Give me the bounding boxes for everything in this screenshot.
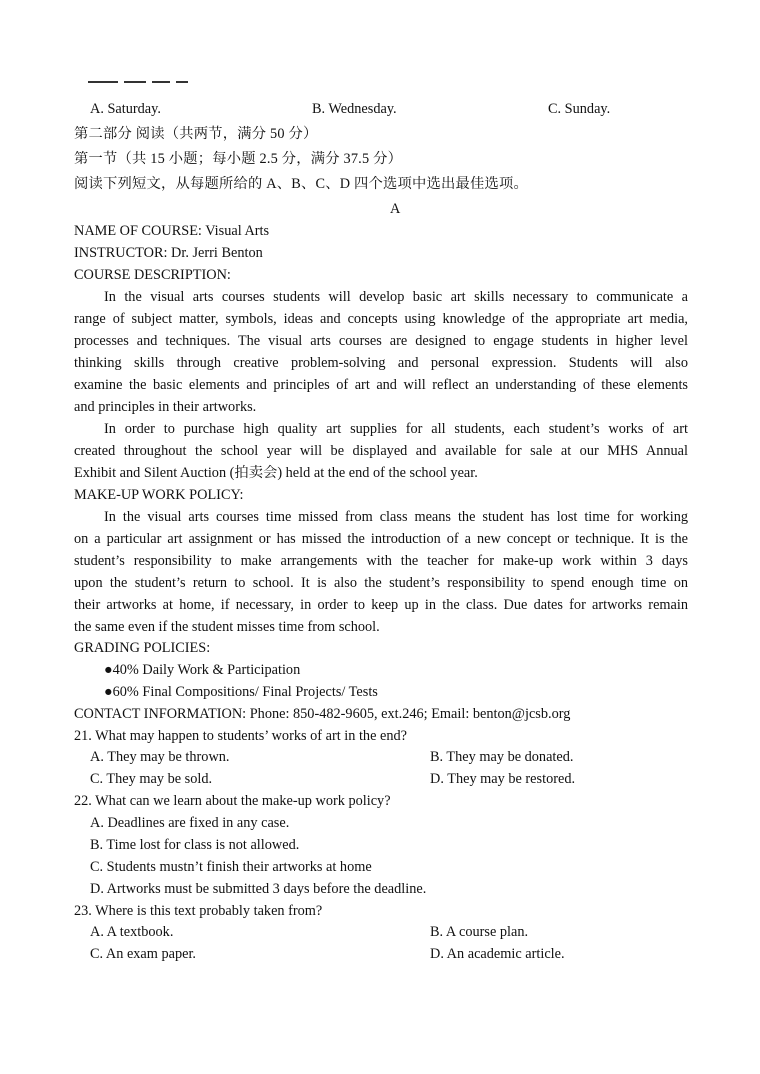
grading-item: ●60% Final Compositions/ Final Projects/ Tests [104,684,378,700]
question-stem: 22. What can we learn about the make-up work policy? [74,793,391,809]
prev-option-a: A. Saturday. [90,101,161,117]
description-heading: COURSE DESCRIPTION: [74,267,231,283]
desc-p2-line-3: Exhibit and Silent Auction (拍卖会) held at the end of the school year. [74,465,478,481]
passage-label: A [390,201,401,217]
option-b[interactable]: B. Time lost for class is not allowed. [90,837,300,853]
option-d[interactable]: D. They may be restored. [430,771,576,787]
desc-p1-line-2: range of subject matter, symbols, ideas and concepts using knowledge of the appropriate art media, [74,311,688,327]
instruction: 阅读下列短文，从每题所给的 A、B、C、D 四个选项中选出最佳选项。 [74,176,528,192]
option-c[interactable]: C. Students mustn’t finish their artworks at home [90,859,372,875]
prev-option-b: B. Wednesday. [312,101,397,117]
makeup-line-6: the same even if the student misses time from school. [74,619,380,635]
question-stem: 23. Where is this text probably taken from? [74,903,323,919]
prev-option-c: C. Sunday. [548,101,611,117]
option-b[interactable]: B. They may be donated. [430,749,574,765]
desc-p1-line-1: In the visual arts courses students will develop basic art skills necessary to communicate a [104,289,688,305]
question-stem: 21. What may happen to students’ works of art in the end? [74,728,407,744]
instructor: INSTRUCTOR: Dr. Jerri Benton [74,245,263,261]
grading-item: ●40% Daily Work & Participation [104,662,301,678]
option-b[interactable]: B. A course plan. [430,924,529,940]
makeup-line-5: their artworks at home, if necessary, in order to keep up in the class. Due dates for artworks remain [74,597,688,613]
option-c[interactable]: C. They may be sold. [90,771,213,787]
makeup-line-3: student’s responsibility to make arrangements with the teacher for make-up work within 3 days [74,553,688,569]
desc-p1-line-5: examine the basic elements and principles of art and will reflect an understanding of these elements [74,377,688,393]
contact-info: CONTACT INFORMATION: Phone: 850-482-9605, ext.246; Email: benton@jcsb.org [74,706,571,722]
desc-p1-line-4: thinking skills through creative problem-solving and personal expression. Students will also [74,355,688,371]
section-subtitle: 第一节（共 15 小题；每小题 2.5 分，满分 37.5 分） [74,151,403,167]
option-a[interactable]: A. Deadlines are fixed in any case. [90,815,290,831]
course-name: NAME OF COURSE: Visual Arts [74,223,270,239]
part-title: 第二部分 阅读（共两节，满分 50 分） [74,126,318,142]
desc-p1-line-6: and principles in their artworks. [74,399,257,415]
makeup-line-2: on a particular art assignment or has missed the introduction of a new concept or technique. It is the [74,531,688,547]
option-c[interactable]: C. An exam paper. [90,946,197,962]
option-a[interactable]: A. A textbook. [90,924,174,940]
option-d[interactable]: D. An academic article. [430,946,565,962]
makeup-line-4: upon the student’s return to school. It is also the student’s responsibility to spend enough time on [74,575,688,591]
desc-p1-line-3: processes and techniques. The visual arts courses are designed to engage students in higher level [74,333,688,349]
makeup-line-1: In the visual arts courses time missed from class means the student has lost time for working [104,509,688,525]
desc-p2-line-2: created throughout the school year will be displayed and available for sale at our MHS Annual [74,443,688,459]
option-d[interactable]: D. Artworks must be submitted 3 days before the deadline. [90,881,427,897]
cropped-previous-line [88,78,228,86]
option-a[interactable]: A. They may be thrown. [90,749,230,765]
desc-p2-line-1: In order to purchase high quality art supplies for all students, each student’s works of art [104,421,688,437]
makeup-heading: MAKE-UP WORK POLICY: [74,487,244,503]
grading-heading: GRADING POLICIES: [74,640,211,656]
